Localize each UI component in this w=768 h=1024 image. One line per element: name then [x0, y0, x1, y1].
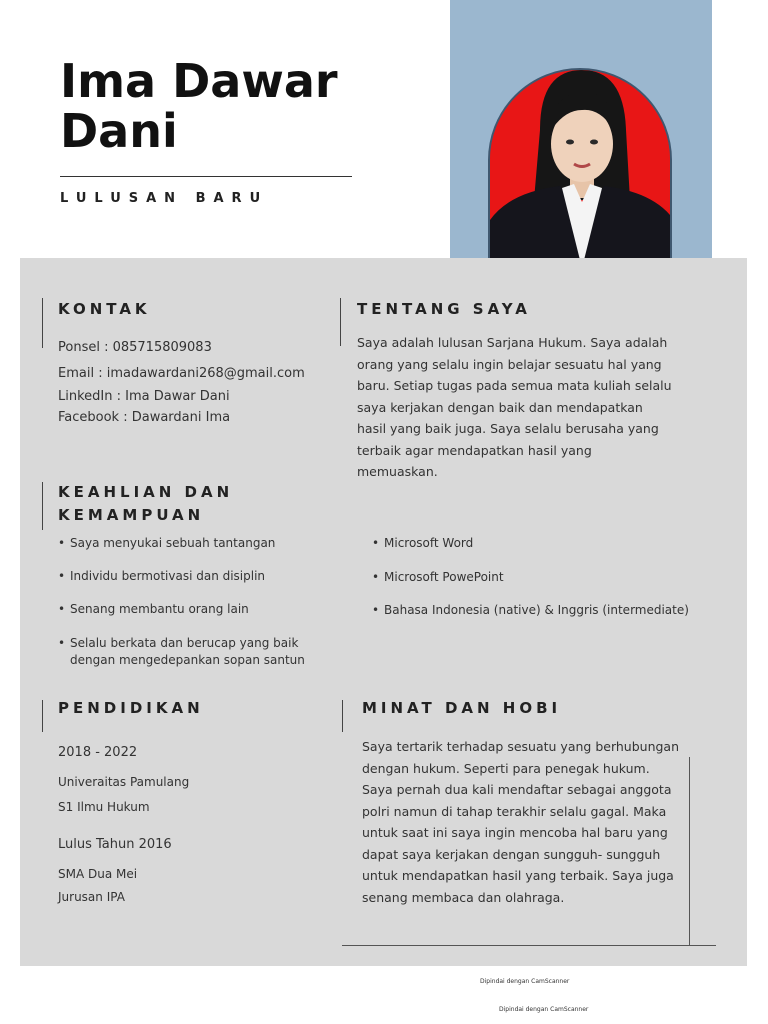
about-text: Saya adalah lulusan Sarjana Hukum. Saya adalah orang yang selalu ingin belajar sesuatu hal yang baru. Setiap tugas pada semua mata kuliah selalu saya kerjakan dengan baik dan mendapatkan hasil yang baik juga. Saya selalu berusaha yang terbaik agar mendapatkan hasil yang memuaskan.: [357, 335, 672, 479]
candidate-subtitle: LULUSAN BARU: [60, 191, 269, 206]
scanner-watermark: Dipindai dengan CamScanner: [499, 1006, 589, 1013]
skill-item: • Individu bermotivasi dan disiplin: [58, 568, 340, 585]
skill-item: • Senang membantu orang lain: [58, 601, 340, 618]
contact-phone: Ponsel : 085715809083: [58, 340, 212, 355]
profile-photo: [488, 68, 672, 266]
skill-item: • Bahasa Indonesia (native) & Inggris (intermediate): [372, 602, 724, 619]
hobby-frame-bottom: [342, 945, 716, 946]
candidate-name: Ima Dawar Dani: [60, 54, 338, 158]
scanner-watermark: Dipindai dengan CamScanner: [480, 978, 570, 985]
hobby-section-bar: [342, 700, 343, 732]
hobby-frame-right: [689, 757, 690, 945]
education-degree: S1 Ilmu Hukum: [58, 800, 150, 814]
skills-section-bar: [42, 482, 43, 530]
hobby-title: MINAT DAN HOBI: [362, 699, 562, 717]
education-title: PENDIDIKAN: [58, 699, 204, 717]
person-portrait-icon: [490, 70, 672, 266]
skill-item: • Microsoft Word: [372, 535, 724, 552]
skill-item: • Microsoft PowePoint: [372, 569, 724, 586]
education-period: 2018 - 2022: [58, 745, 138, 760]
skill-item: • Selalu berkata dan berucap yang baik dengan mengedepankan sopan santun: [58, 635, 340, 669]
contact-section-bar: [42, 298, 43, 348]
contact-linkedin: LinkedIn : Ima Dawar Dani: [58, 389, 230, 404]
about-title: TENTANG SAYA: [357, 300, 531, 318]
education-section-bar: [42, 700, 43, 732]
education-major: Jurusan IPA: [58, 890, 125, 904]
contact-email: Email : imadawardani268@gmail.com: [58, 366, 305, 381]
education-graduated: Lulus Tahun 2016: [58, 837, 172, 852]
skill-item: • Saya menyukai sebuah tantangan: [58, 535, 340, 552]
hobby-text: Saya tertarik terhadap sesuatu yang berhubungan dengan hukum. Seperti para penegak hukum. Saya pernah dua kali mendaftar sebagai anggota polri namun di tahap terakhir selalu gagal. Maka untuk saat ini saya ingin mencoba hal baru yang dapat saya kerjakan dengan sungguh- sungguh untuk mendapatkan hasil yang terbaik. Saya juga senang membaca dan olahraga.: [362, 739, 680, 905]
skills-title: KEAHLIAN DAN KEMAMPUAN: [58, 483, 234, 524]
contact-facebook: Facebook : Dawardani Ima: [58, 410, 231, 425]
contact-title: KONTAK: [58, 300, 151, 318]
about-section-bar: [340, 298, 341, 346]
education-school: SMA Dua Mei: [58, 867, 138, 881]
education-university: Univeraitas Pamulang: [58, 775, 190, 789]
header-divider: [60, 176, 352, 177]
